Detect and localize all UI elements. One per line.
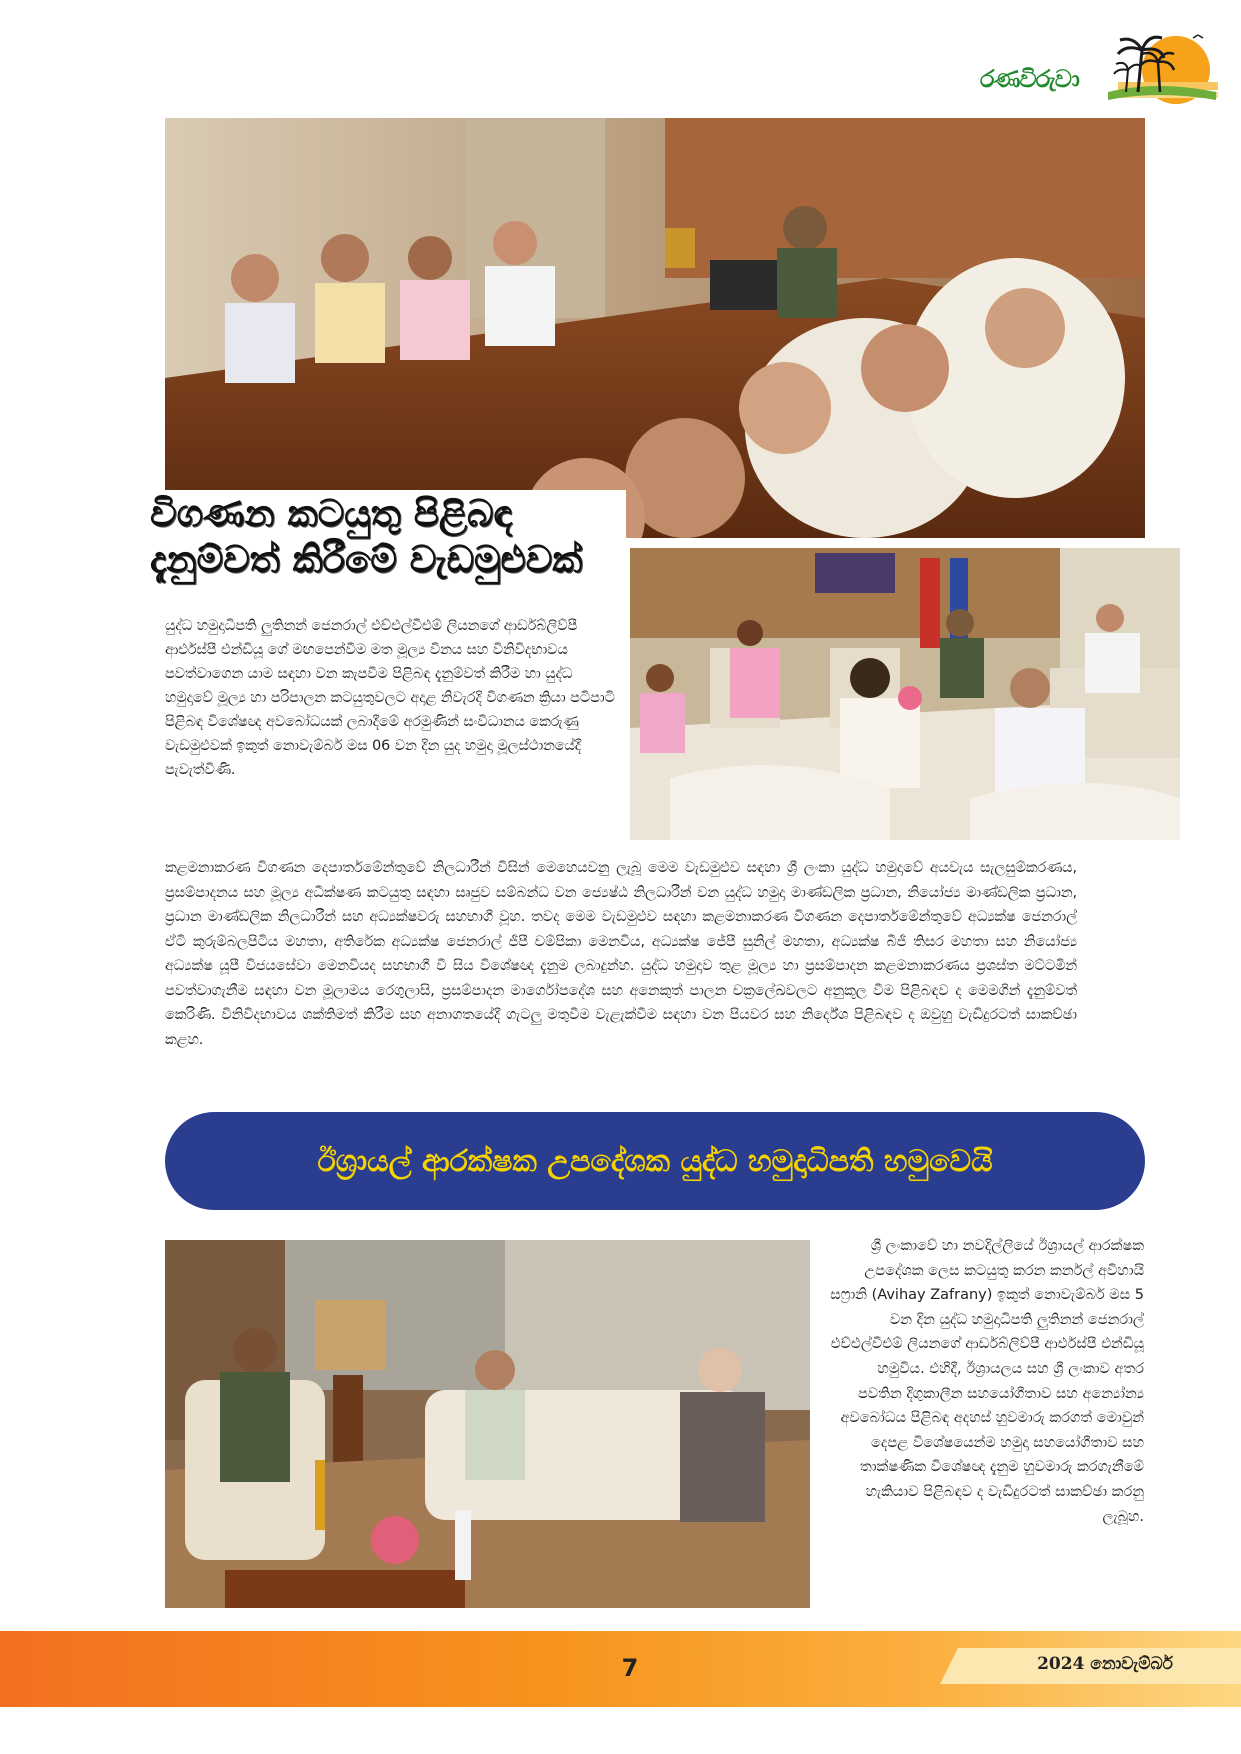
article1-title-line2: දැනුම්වත් කිරීමේ වැඩමුළුවක් — [150, 537, 583, 581]
palm-tree-sunset-icon — [1098, 20, 1218, 115]
meeting-photo — [165, 118, 1145, 538]
article1-intro: යුද්ධ හමුදාධිපති ලුතිනන් ජෙනරාල් එච්එල්වීඑම් ලියනගේ ආර්ඩබ්ලිව්පී ආර්එස්පී එන්ඩියූ ගේ මඟපෙන්වීම මත මූල්‍ය විනය සහ විනිවිදභාවය පවත්වාගෙන යාම සඳහා වන කැපවීම පිළිබඳ දැනුම්වත් කිරීම හා යුද්ධ හමුදාවේ මූල්‍ය හා පරිපාලන කටයුතුවලට අදාළ නිවැරදි විගණන ක්‍රියා පටිපාටි පිළිබඳ විශේෂඥ අවබෝධයක් ලබාදීමේ අරමුණින් සංවිධානය කෙරුණු වැඩමුළුවක් ඉකුත් නොවැම්බර් මස 06 වන දින යුද හමුදා මූලස්ථානයේදී පැවැත්විණි. — [165, 618, 615, 778]
advisor-meeting-photo — [165, 1240, 810, 1608]
article1-title — [150, 490, 626, 608]
article2-body: ශ්‍රී ලංකාවේ හා නවදිල්ලියේ ඊශ්‍රායල් ආරක්ෂක උපදේශක ලෙස කටයුතු කරන කර්නල් අවිහායි සෆ්‍රානි (Avihay Zafrany) ඉකුත් නොවැම්බර් මස 5 වන දින යුද්ධ හමුදාධිපති ලුතිනන් ජෙනරාල් එච්එල්වීඑම් ලියනගේ ආර්ඩබ්ලිව්පී ආර්එස්පී එන්ඩියූ හමුවිය. එහිදී, ඊශ්‍රායලය සහ ශ්‍රී ලංකාව අතර පවතින දිගුකාලීන සහයෝගීතාව සහ අන්‍යෝන්‍ය අවබෝධය පිළිබඳ අදහස් හුවමාරු කරගත් මොවුන් දෙපළ විශේෂයෙන්ම හමුදා සහයෝගීතාව සහ තාක්ෂණික විශේෂඥ දැනුම හුවමාරු කරගැනීමේ හැකියාව පිළිබඳව ද වැඩිදුරටත් සාකච්ඡා කරනු ලැබූහ. — [830, 1238, 1144, 1525]
article1-title-line1: විගණන කටයුතු පිළිබඳ — [150, 491, 513, 535]
logo-text: රණවිරුවා — [980, 65, 1079, 93]
article2-banner — [165, 1112, 1145, 1210]
page-number: 7 — [621, 1654, 639, 1682]
issue-label: 2024 නොවැම්බර් — [1037, 1654, 1173, 1674]
office-meeting-photo — [630, 548, 1180, 840]
article2-title: ඊශ්‍රායල් ආරක්ෂක උපදේශක යුද්ධ හමුදාධිපති හමුවෙයි — [317, 1143, 993, 1179]
article1-body: කළමනාකරණ විගණන දෙපාර්තමේන්තුවේ නිලධාරීන් විසින් මෙහෙයවනු ලැබූ මෙම වැඩමුළුව සඳහා ශ්‍රී ලංකා යුද්ධ හමුදාවේ අයවැය සැලසුම්කරණය, ප්‍රසම්පාදනය සහ මූල්‍ය අධීක්ෂණ කටයුතු සඳහා සෘජුව සම්බන්ධ වන ජ්‍යෙෂ්ඨ නිලධාරීන් වන යුද්ධ හමුදා මාණ්ඩලික ප්‍රධාන, නියෝජ්‍ය මාණ්ඩලික ප්‍රධාන, ප්‍රධාන මාණ්ඩලික නිලධාරීන් සහ අධ්‍යක්ෂවරු සහභාගී වූහ. තවද මෙම වැඩමුළුව සඳහා කළමනාකරණ විගණන දෙපාර්තමේන්තුවේ අධ්‍යක්ෂ ජෙනරාල් ඒටී කුරුම්බලපිටිය මහතා, අතිරේක අධ්‍යක්ෂ ජෙනරාල් ජීපී චම්පිකා මෙනවිය, අධ්‍යක්ෂ ජේපී සුනිල් මහතා, අධ්‍යක්ෂ බීජී තිසර මහතා සහ නියෝජ්‍ය අධ්‍යක්ෂ යූපී විජයසේවා මෙනවියද සහභාගී වී සිය විශේෂඥ දැනුම ලබාදුන්හ. යුද්ධ හමුදාව තුළ මූල්‍ය හා ප්‍රසම්පාදන කළමනාකරණය ප්‍රශස්ත මට්ටමින් පවත්වාගැනීම සඳහා වන මූලාමය රෙගුලාසි, ප්‍රසම්පාදන මාර්ගෝපදේශ සහ අනෙකුත් පාලන චක්‍රලේඛවලට අනුකූල වීම පිළිබඳව ද මෙමගින් දැනුම්වත් කෙරිණි. විනිවිදභාවය ශක්තිමත් කිරීම සහ අනාගතයේදී ගැටලු මතුවීම වැළැක්වීම සඳහා වන පියවර සහ නිර්දේශ පිළිබඳව ද ඔවුහු වැඩිදුරටත් සාකච්ඡා කළහ. — [165, 860, 1077, 1048]
masthead-logo — [980, 20, 1216, 120]
